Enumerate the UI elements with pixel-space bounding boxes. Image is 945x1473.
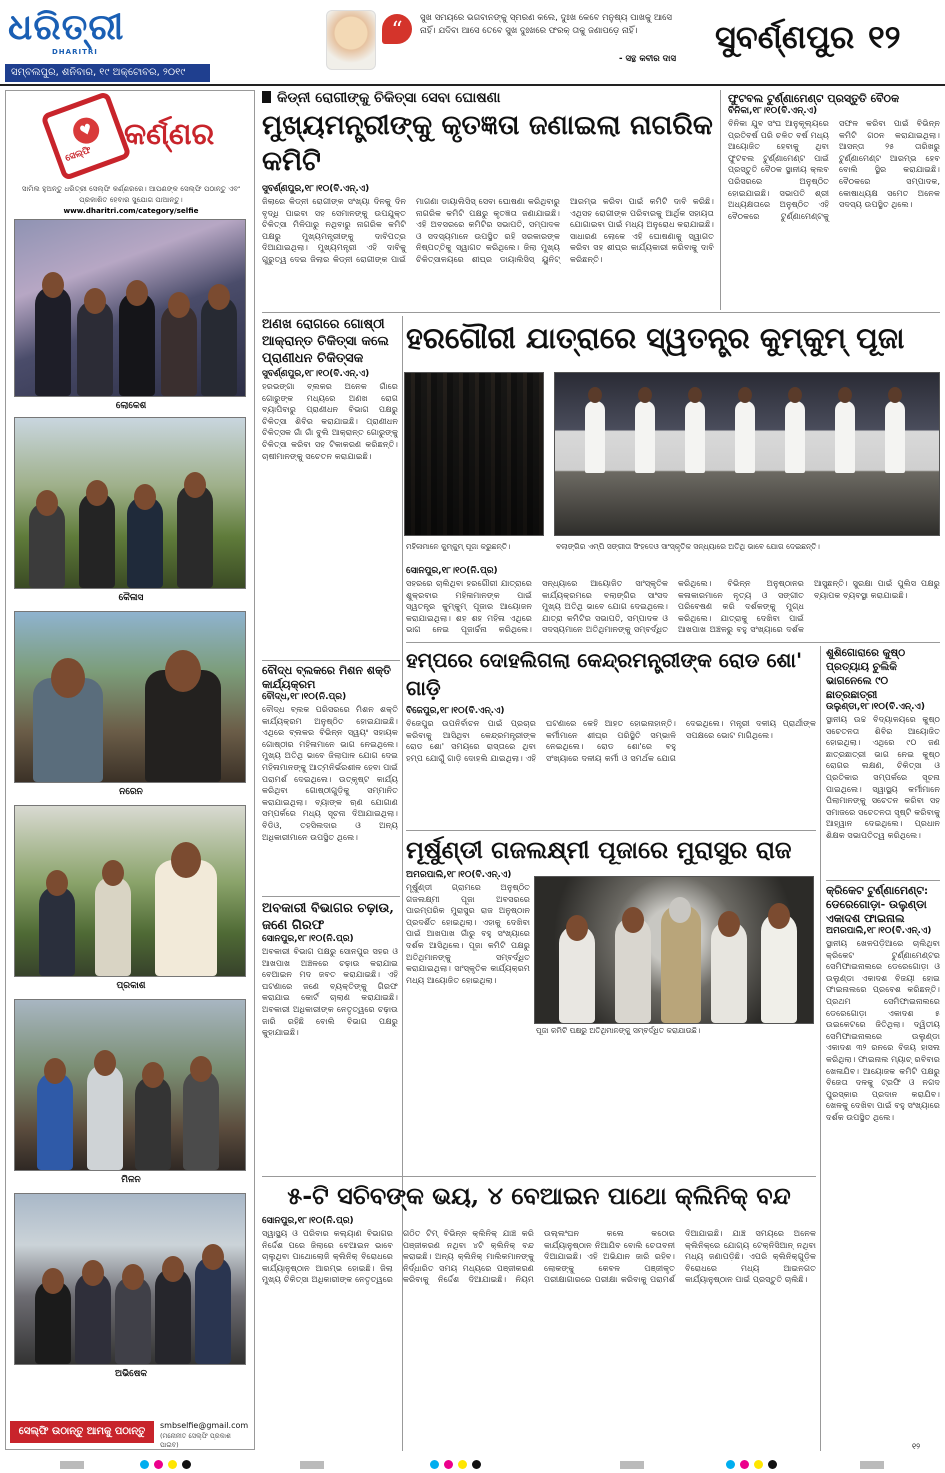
print-footer <box>0 1442 945 1473</box>
person-figure <box>39 886 75 976</box>
person-figure <box>885 401 905 473</box>
face <box>126 280 148 306</box>
face <box>788 387 802 403</box>
bullet-icon <box>262 91 271 103</box>
face <box>44 1058 66 1084</box>
roadshow-dateline: ବିଜେପୁର,୧୮।୧୦(ବି.ଏନ୍.ଏ) <box>406 706 505 716</box>
face <box>669 897 691 923</box>
black-dot-icon <box>472 1460 481 1469</box>
roadshow-body: ବିଜେପୁର ଉପନିର୍ବାଚନ ପାଇଁ ପ୍ରଚାର କରିବାକୁ ଆସିଥିବା କେନ୍ଦ୍ରମନ୍ତ୍ରୀଙ୍କ ରୋଡ ଶୋ' ସମୟରେ ରାସ୍ତାରେ ଥିବା ହମ୍ପ ଯୋଗୁଁ ଗାଡ଼ି ଦୋହଲି ଯାଇଥିଲା। ଏହି ଘଟଣାରେ କେହି ଆହତ ହୋଇନାହାନ୍ତି। କର୍ମୀମାନେ ଶୀଘ୍ର ପରିସ୍ଥିତି ସମ୍ଭାଳି ନେଇଥିଲେ। ରୋଡ ଶୋ'ରେ ବହୁ ସଂଖ୍ୟାରେ ଦଳୀୟ କର୍ମୀ ଓ ସମର୍ଥକ ଯୋଗ ଦେଇଥିଲେ। ମନ୍ତ୍ରୀ ଦଳୀୟ ପ୍ରାର୍ଥୀଙ୍କ ସପକ୍ଷରେ ଭୋଟ ମାଗିଥିଲେ। <box>406 718 816 763</box>
person-figure <box>785 401 805 473</box>
face <box>622 907 644 933</box>
person-figure <box>195 1256 231 1364</box>
black-dot-icon <box>182 1460 191 1469</box>
health-article[interactable] <box>262 316 398 656</box>
cyan-dot-icon <box>726 1460 735 1469</box>
face <box>768 903 790 929</box>
face <box>51 658 85 698</box>
face <box>202 1244 224 1270</box>
person-figure <box>685 401 705 473</box>
registration-bar <box>300 1461 324 1469</box>
quote-author: - ସନ୍ଥ କବୀର ଦାସ <box>619 54 676 64</box>
quote-text: ସୁଖ ସମୟରେ ଭଗବାନଙ୍କୁ ସ୍ମରଣ କଲେ, ଦୁଃଖ କେବେ ମନୁଷ୍ୟ ପାଖକୁ ଆସେ ନାହିଁ। ଯଦିବା ଆସେ ତେବେ ସୁଖ ଦୁଃଖରେ ଫରକ୍ ତାକୁ ଜଣାପଡ଼େ ନାହିଁ। <box>420 13 672 36</box>
side-top-kicker: ଫୁଟବଲ ଟୁର୍ଣ୍ଣାମେଣ୍ଟ ପ୍ରସ୍ତୁତି ବୈଠକ <box>728 92 900 105</box>
clinic-body: ସ୍ୱାସ୍ଥ୍ୟ ଓ ପରିବାର କଲ୍ୟାଣ ବିଭାଗର ନିର୍ଦ୍ଦେଶ ପରେ ଜିଲାରେ ବେଆଇନ ଭାବେ ଚାଲୁଥିବା ପାଥୋଲୋଜି କ୍ଲିନିକ୍ ବିରୋଧରେ କାର୍ଯ୍ୟାନୁଷ୍ଠାନ ଆରମ୍ଭ ହୋଇଛି। ଜିଲା ମୁଖ୍ୟ ଚିକିତ୍ସା ଅଧିକାରୀଙ୍କ ନେତୃତ୍ୱରେ ଗଠିତ ଟିମ୍ ବିଭିନ୍ନ କ୍ଲିନିକ୍ ଯାଞ୍ଚ କରି ପଞ୍ଜୀକରଣ ନଥିବା ୪ଟି କ୍ଲିନିକ୍ ବନ୍ଦ କରାଇଛି। ଅନ୍ୟ କ୍ଲିନିକ୍ ମାଲିକମାନଙ୍କୁ ନିର୍ଦ୍ଧାରିତ ସମୟ ମଧ୍ୟରେ ପଞ୍ଜୀକରଣ କରିବାକୁ ନିର୍ଦ୍ଦେଶ ଦିଆଯାଇଛି। ନିୟମ ଉଲ୍ଲଂଘନ କଲେ କଠୋର କାର୍ଯ୍ୟାନୁଷ୍ଠାନ ନିଆଯିବ ବୋଲି ଚେତାବନୀ ଦିଆଯାଇଛି। ଏହି ଅଭିଯାନ ଜାରି ରହିବ। ଲୋକଙ୍କୁ କେବଳ ପଞ୍ଜୀକୃତ ପରୀକ୍ଷାଗାରରେ ପରୀକ୍ଷା କରିବାକୁ ପରାମର୍ଶ ଦିଆଯାଇଛି। ଯାଞ୍ଚ ସମୟରେ ଅନେକ କ୍ଲିନିକ୍‌ରେ ଯୋଗ୍ୟ ଟେକ୍ନିସିଆନ୍ ନଥିବା ମଧ୍ୟ ଜଣାପଡ଼ିଛି। ଏପରି କ୍ଲିନିକ୍‌ଗୁଡ଼ିକ ବିରୋଧରେ ମଧ୍ୟ ଆଇନଗତ କାର୍ଯ୍ୟାନୁଷ୍ଠାନ ପାଇଁ ପ୍ରସ୍ତୁତି ଚାଲିଛି। <box>262 1228 816 1285</box>
phone-icon <box>40 91 132 181</box>
selfie-caption: ନରେନ <box>119 787 143 797</box>
selfie-info-text: ସାମିଲ ହୁଅନ୍ତୁ ଧରିତ୍ରୀ ସେଲ୍ଫି କର୍ଣ୍ଣରରେ। ଆପଣଙ୍କ ସେଲ୍ଫି ପଠାନ୍ତୁ ଏବଂ ପ୍ରକାଶିତ ହେବାର ସୁଯୋଗ ପାଆନ୍ତୁ। <box>21 184 241 204</box>
person-figure <box>835 401 855 473</box>
excise-headline: ଅବକାରୀ ବିଭାଗର ଚଢ଼ାଉ, ଜଣେ ଗିରଫ <box>262 901 394 933</box>
lead-article[interactable] <box>262 90 714 308</box>
column-rule <box>720 90 721 310</box>
excise-body: ଅବକାରୀ ବିଭାଗ ପକ୍ଷରୁ ସୋନପୁର ସହର ଓ ଆଖପାଖ ଅଞ୍ଚଳରେ ଚଢ଼ାଉ କରାଯାଇ ବେଆଇନ ମଦ ଜବତ କରାଯାଇଛି। ଏହି ଘଟଣାରେ ଜଣେ ବ୍ୟକ୍ତିଙ୍କୁ ଗିରଫ କରାଯାଇ କୋର୍ଟ ଚାଲାଣ କରାଯାଇଛି। ଅବକାରୀ ଅଧିକାରୀଙ୍କ ନେତୃତ୍ୱରେ ଚଢ଼ାଉ ଜାରି ରହିଛି ବୋଲି ବିଭାଗ ପକ୍ଷରୁ କୁହାଯାଇଛି। <box>262 946 398 1038</box>
face <box>162 1256 184 1282</box>
feature-photo-crowd[interactable] <box>404 372 544 536</box>
roadshow-headline: ହମ୍ପରେ ଦୋହଲିଗଲା କେନ୍ଦ୍ରମନ୍ତ୍ରୀଙ୍କ ରୋଡ ଶୋ' ଗାଡ଼ି <box>406 648 803 700</box>
excise-article[interactable] <box>262 900 398 1172</box>
face <box>46 870 68 896</box>
person-figure <box>177 484 213 588</box>
section-rule <box>262 312 940 313</box>
selfie-header <box>6 91 254 181</box>
feature-dateline: ସୋନପୁର,୧୮।୧୦(ନି.ପ୍ର) <box>406 566 498 576</box>
side-mid-headline: ଶୁଶିଗୋରାରେ କୁଷ୍ଠ ପ୍ରତ୍ୟାୟ ଚୁଲିକି ଭାଗନେଲେ ୯୦ ଛାତ୍ରଛାତ୍ରୀ <box>826 647 906 701</box>
person-figure <box>37 1072 73 1170</box>
feature-caption-left: ମହିଳାମାନେ କୁମ୍‌କୁମ୍ ପୂଜା କରୁଛନ୍ତି। <box>406 542 511 551</box>
face <box>42 1268 64 1294</box>
yellow-dot-icon <box>168 1460 177 1469</box>
roadshow-article[interactable] <box>406 646 816 826</box>
feature-caption-right: ବଲାଙ୍ଗିର ଏମ୍‌ପି ସଙ୍ଗୀତା ସିଂହଦେଓ ସାଂସ୍କୃତିକ ସନ୍ଧ୍ୟାରେ ଅତିଥି ଭାବେ ଯୋଗ ଦେଇଛନ୍ତି। <box>556 542 820 551</box>
side-top-article[interactable] <box>728 92 940 316</box>
registration-bar <box>60 1461 84 1469</box>
selfie-title: କର୍ଣ୍ଣର <box>124 117 215 152</box>
newspaper-logo[interactable] <box>8 6 188 58</box>
magenta-dot-icon <box>154 1460 163 1469</box>
mission-body: ବୌଦ୍ଧ ବ୍ଲକ ପରିସରରେ ମିଶନ ଶକ୍ତି କାର୍ଯ୍ୟକ୍ରମ ଅନୁଷ୍ଠିତ ହୋଇଯାଇଛି। ଏଥିରେ ବ୍ଲକର ବିଭିନ୍ନ ସ୍ୱୟଂ ସହାୟକ ଗୋଷ୍ଠୀର ମହିଳାମାନେ ଭାଗ ନେଇଥିଲେ। ମୁଖ୍ୟ ଅତିଥି ଭାବେ ଜିଲାପାଳ ଯୋଗ ଦେଇ ମହିଳାମାନଙ୍କୁ ଆତ୍ମନିର୍ଭରଶୀଳ ହେବା ପାଇଁ ପରାମର୍ଶ ଦେଇଥିଲେ। ଉତ୍କୃଷ୍ଟ କାର୍ଯ୍ୟ କରିଥିବା ଗୋଷ୍ଠୀଗୁଡ଼ିକୁ ସମ୍ମାନିତ କରାଯାଇଥିଲା। ବ୍ୟାଙ୍କ ଋଣ ଯୋଗାଣ ସମ୍ପର୍କରେ ମଧ୍ୟ ସୂଚନା ଦିଆଯାଇଥିଲା। ବିଡିଓ, ତହସିଲଦାର ଓ ଅନ୍ୟ ଅଧିକାରୀମାନେ ଉପସ୍ଥିତ ଥିଲେ। <box>262 704 398 842</box>
cricket-headline: କ୍ରିକେଟ ଟୁର୍ଣ୍ଣାମେଣ୍ଟ: ଡେରେଗୋଡ଼ା- ଉଲୁଣ୍ଡା ଏକାଦଶ ଫାଇନାଲ <box>826 884 929 925</box>
yellow-dot-icon <box>754 1460 763 1469</box>
selfie-photo[interactable] <box>14 219 246 397</box>
face <box>638 387 652 403</box>
person-figure <box>735 401 755 473</box>
selfie-caption: ଲୋକେଶ <box>115 401 147 411</box>
section-name: ସୁବର୍ଣ୍ଣପୁର <box>715 18 855 56</box>
face <box>102 860 124 886</box>
mission-headline: ବୌଦ୍ଧ ବ୍ଲକରେ ମିଶନ ଶକ୍ତି କାର୍ଯ୍ୟକ୍ରମ <box>262 664 391 691</box>
face <box>688 387 702 403</box>
send-selfie-button[interactable]: ସେଲ୍ଫି ଉଠାନ୍ତୁ ଆମକୁ ପଠାନ୍ତୁ <box>10 1421 154 1443</box>
person-figure <box>119 292 155 396</box>
person-figure <box>79 492 115 588</box>
clinic-dateline: ସୋନପୁର,୧୮।୧୦(ନି.ପ୍ର) <box>262 1216 354 1226</box>
cricket-body: ସ୍ଥାନୀୟ ଖେଳପଡ଼ିଆରେ ଚାଲିଥିବା କ୍ରିକେଟ ଟୁର୍ଣ୍ଣାମେଣ୍ଟର ସେମିଫାଇନାଲରେ ଡେରେଗୋଡ଼ା ଓ ଉଲୁଣ୍ଡା ଏକାଦଶ ବିଜୟୀ ହୋଇ ଫାଇନାଲରେ ପ୍ରବେଶ କରିଛନ୍ତି। ପ୍ରଥମ ସେମିଫାଇନାଲରେ ଡେରେଗୋଡ଼ା ଏକାଦଶ ୫ ଉଇକେଟରେ ଜିତିଥିଲା। ଦ୍ୱିତୀୟ ସେମିଫାଇନାଲରେ ଉଲୁଣ୍ଡା ଏକାଦଶ ୩୨ ରନରେ ବିଜୟ ହାସଲ କରିଥିଲା। ଫାଇନାଲ ମ୍ୟାଚ୍ ରବିବାର ଖେଳାଯିବ। ଆୟୋଜକ କମିଟି ପକ୍ଷରୁ ବିଜେତା ଦଳକୁ ଟ୍ରଫି ଓ ନଗଦ ପୁରସ୍କାର ପ୍ରଦାନ କରାଯିବ। ଖେଳକୁ ଦେଖିବା ପାଇଁ ବହୁ ସଂଖ୍ୟାରେ ଦର୍ଶକ ଉପସ୍ଥିତ ଥିଲେ। <box>826 938 940 1122</box>
logo-subtext: DHARITRI <box>52 48 98 56</box>
face <box>588 387 602 403</box>
side-mid-body: ସ୍ଥାନୀୟ ଉଚ୍ଚ ବିଦ୍ୟାଳୟରେ କୁଷ୍ଠ ସଚେତନତା ଶିବିର ଆୟୋଜିତ ହୋଇଥିଲା। ଏଥିରେ ୯୦ ଜଣ ଛାତ୍ରଛାତ୍ରୀ ଭାଗ ନେଇ କୁଷ୍ଠ ରୋଗର ଲକ୍ଷଣ, ଚିକିତ୍ସା ଓ ପ୍ରତିକାର ସମ୍ପର୍କରେ ସୂଚନା ପାଇଥିଲେ। ସ୍ୱାସ୍ଥ୍ୟ କର୍ମୀମାନେ ପିଲାମାନଙ୍କୁ ସଚେତନ କରିବା ସହ ସମାଜରେ ସଚେତନତା ସୃଷ୍ଟି କରିବାକୁ ଆହ୍ୱାନ ଦେଇଥିଲେ। ପ୍ରଧାନ ଶିକ୍ଷକ ସଭାପତିତ୍ୱ କରିଥିଲେ। <box>826 714 940 840</box>
section-rule <box>406 642 940 643</box>
gajalaxmi-photo[interactable] <box>534 876 814 1024</box>
gajalaxmi-body: ମୂର୍ଷୁଣ୍ଡୀ ଗ୍ରାମରେ ଅନୁଷ୍ଠିତ ଗଜଲକ୍ଷ୍ମୀ ପୂଜା ଅବସରରେ ପାରମ୍ପରିକ ମୁରାସୁର ରାଜ ଅନୁଷ୍ଠାନ ପ୍ରଦର୍ଶିତ ହୋଇଥିଲା। ଏହାକୁ ଦେଖିବା ପାଇଁ ଆଖପାଖ ଗାଁରୁ ବହୁ ସଂଖ୍ୟାରେ ଦର୍ଶକ ଆସିଥିଲେ। ପୂଜା କମିଟି ପକ୍ଷରୁ ଅତିଥିମାନଙ୍କୁ ସମ୍ବର୍ଦ୍ଧିତ କରାଯାଇଥିଲା। ସାଂସ୍କୃତିକ କାର୍ଯ୍ୟକ୍ରମ ମଧ୍ୟ ଆୟୋଜିତ ହୋଇଥିଲା। <box>406 882 530 985</box>
selfie-footer <box>10 1421 250 1449</box>
selfie-photo[interactable] <box>14 999 246 1171</box>
magenta-dot-icon <box>740 1460 749 1469</box>
selfie-caption: ପ୍ରକାଶ <box>116 981 146 991</box>
selfie-url-link[interactable]: www.dharitri.com/category/selfie <box>63 206 199 215</box>
face <box>122 1264 144 1290</box>
section-rule <box>262 896 400 897</box>
selfie-footer-note: (ମନୋନୀତ ସେଲ୍ଫି ପ୍ରକାଶ ପାଇବ) <box>160 1432 231 1449</box>
face <box>94 1050 116 1076</box>
health-body: ହରଭଙ୍ଗା ବ୍ଲକର ଅନେକ ଗାଁରେ ଗୋରୁଙ୍କ ମଧ୍ୟରେ ଅଣଖ ରୋଗ ବ୍ୟାପିବାରୁ ପ୍ରାଣୀଧନ ବିଭାଗ ପକ୍ଷରୁ ଚିକିତ୍ସା ଶିବିର କରାଯାଇଛି। ପ୍ରାଣୀଧନ ଚିକିତ୍ସକ ଗାଁ ଗାଁ ବୁଲି ଆକ୍ରାନ୍ତ ଗୋରୁଙ୍କୁ ଚିକିତ୍ସା କରିବା ସହ ଟିକାକରଣ କରିଛନ୍ତି। ଚାଷୀମାନଙ୍କୁ ସଚେତନ କରାଯାଇଛି। <box>262 381 398 461</box>
quote-box <box>320 6 680 74</box>
selfie-photo[interactable] <box>14 1193 246 1365</box>
section-rule <box>406 830 816 831</box>
person-figure <box>585 401 605 473</box>
person-figure <box>183 1070 219 1170</box>
gajalaxmi-dateline: ଅମରପାଲି,୧୮।୧୦(ବି.ଏନ୍.ଏ) <box>406 870 512 880</box>
face <box>36 490 58 516</box>
mission-dateline: ବୌଦ୍ଧ,୧୮।୧୦(ନି.ପ୍ର) <box>262 692 347 702</box>
gajalaxmi-caption: ପୂଜା କମିଟି ପକ୍ଷରୁ ଅତିଥିମାନଙ୍କୁ ସମ୍ବର୍ଦ୍ଧିତ କରାଯାଉଛି। <box>536 1026 701 1035</box>
heart-icon: ♥ <box>70 114 103 147</box>
side-top-body: ବିନିକା ଯୁବ ସଂଘ ଆନୁକୂଲ୍ୟରେ ପ୍ରତିବର୍ଷ ପରି ଚଳିତ ବର୍ଷ ମଧ୍ୟ ଆୟୋଜିତ ହେବାକୁ ଥିବା ଫୁଟବଲ ଟୁର୍ଣ୍ଣାମେଣ୍ଟ ପାଇଁ ପ୍ରସ୍ତୁତି ବୈଠକ ସ୍ଥାନୀୟ କ୍ଲବ ପରିସରରେ ଅନୁଷ୍ଠିତ ହୋଇଯାଇଛି। ସଭାପତି ଶ୍ରୀ ଅଧ୍ୟକ୍ଷତାରେ ଅନୁଷ୍ଠିତ ଏହି ବୈଠକରେ ଟୁର୍ଣ୍ଣାମେଣ୍ଟକୁ ସଫଳ କରିବା ପାଇଁ ବିଭିନ୍ନ କମିଟି ଗଠନ କରାଯାଇଥିଲା। ଆସନ୍ତା ୨୫ ତାରିଖରୁ ଟୁର୍ଣ୍ଣାମେଣ୍ଟ ଆରମ୍ଭ ହେବ ବୋଲି ସ୍ଥିର କରାଯାଇଛି। ବୈଠକରେ ସମ୍ପାଦକ, କୋଷାଧ୍ୟକ୍ଷ ସମେତ ଅନେକ ସଦସ୍ୟ ଉପସ୍ଥିତ ଥିଲେ। <box>728 118 940 221</box>
face <box>184 472 206 498</box>
phone-label: ସେଲ୍ଫି <box>64 145 93 165</box>
health-headline: ଅଣଖ ରୋଗରେ ଗୋଷ୍ଠୀ ଆକ୍ରାନ୍ତ ଚିକିତ୍ସା କଲେ ପ୍ରାଣୀଧନ ଚିକିତ୍ସକ <box>262 317 389 366</box>
selfie-caption: ମିଳନ <box>121 1175 141 1185</box>
lead-headline: ମୁଖ୍ୟମନ୍ତ୍ରୀଙ୍କୁ କୃତଜ୍ଞତା ଜଣାଇଲା ନାଗରିକ କମିଟି <box>262 110 713 177</box>
page-number: ୧୨ <box>868 18 901 56</box>
selfie-info <box>10 183 252 216</box>
side-mid-dateline: ଉଲୁଣ୍ଡା,୧୮।୧୦(ବି.ଏନ୍.ଏ) <box>826 702 925 712</box>
selfie-corner <box>5 90 255 1450</box>
side-mid-article[interactable] <box>826 646 940 876</box>
face <box>838 387 852 403</box>
person-figure <box>635 401 655 473</box>
lead-kicker-text: କିଡ୍‌ନୀ ରୋଗୀଙ୍କୁ ଚିକିତ୍ସା ସେବା ଘୋଷଣା <box>277 90 501 106</box>
person-figure <box>201 296 237 396</box>
lead-body: ଜିଲାରେ କିଡ୍‌ନୀ ରୋଗୀଙ୍କ ସଂଖ୍ୟା ଦିନକୁ ଦିନ ବୃଦ୍ଧି ପାଇବା ସହ ସେମାନଙ୍କୁ ଉପଯୁକ୍ତ ଚିକିତ୍ସା ମିଳିପାରୁ ନଥିବାରୁ ନାଗରିକ କମିଟି ପକ୍ଷରୁ ମୁଖ୍ୟମନ୍ତ୍ରୀଙ୍କୁ ଦାବିପତ୍ର ଦିଆଯାଇଥିଲା। ମୁଖ୍ୟମନ୍ତ୍ରୀ ଏହି ଦାବିକୁ ଗୁରୁତ୍ୱ ଦେଇ ଜିଲାର କିଡ୍‌ନୀ ରୋଗୀଙ୍କ ପାଇଁ ମାଗଣା ଡାୟାଲିସିସ୍ ସେବା ଘୋଷଣା କରିଥିବାରୁ ନାଗରିକ କମିଟି ପକ୍ଷରୁ କୃତଜ୍ଞତା ଜଣାଯାଇଛି। ଏହି ଅବସରରେ କମିଟିର ସଭାପତି, ସମ୍ପାଦକ ଓ ସଦସ୍ୟମାନେ ଉପସ୍ଥିତ ରହି ସରକାରଙ୍କ ନିଷ୍ପତ୍ତିକୁ ସ୍ୱାଗତ କରିଥିଲେ। ଜିଲା ମୁଖ୍ୟ ଚିକିତ୍ସାଳୟରେ ଶୀଘ୍ର ଡାୟାଲିସିସ୍ ୟୁନିଟ୍ ଆରମ୍ଭ କରିବା ପାଇଁ କମିଟି ଦାବି କରିଛି। ଏଥିସହ ରୋଗୀଙ୍କ ପରିବାରକୁ ଆର୍ଥିକ ସହାୟତା ଯୋଗାଇବା ପାଇଁ ମଧ୍ୟ ଅନୁରୋଧ କରାଯାଇଛି। ସାଧାରଣ ଲୋକେ ଏହି ଘୋଷଣାକୁ ସ୍ୱାଗତ କରିବା ସହ ଶୀଘ୍ର କାର୍ଯ୍ୟକାରୀ କରିବାକୁ ଦାବି କରିଛନ୍ତି। <box>262 196 714 264</box>
excise-dateline: ସୋନପୁର,୧୮।୧୦(ନି.ପ୍ର) <box>262 934 354 944</box>
masthead-rule <box>0 84 945 86</box>
face <box>165 650 201 692</box>
section-rule <box>262 1176 816 1177</box>
selfie-photo[interactable] <box>14 805 246 977</box>
selfie-photo[interactable] <box>14 417 246 589</box>
feature-body: ସହରରେ ଚାଲିଥିବା ହରଗୌରୀ ଯାତ୍ରାରେ ଶୁକ୍ରବାର ମହିଳାମାନଙ୍କ ପାଇଁ ସ୍ୱତନ୍ତ୍ର କୁମ୍‌କୁମ୍ ପୂଜାର ଆୟୋଜନ କରାଯାଇଥିଲା। ଶହ ଶହ ମହିଳା ଏଥିରେ ଭାଗ ନେଇ ପୂଜାର୍ଚ୍ଚନା କରିଥିଲେ। ସନ୍ଧ୍ୟାରେ ଆୟୋଜିତ ସାଂସ୍କୃତିକ କାର୍ଯ୍ୟକ୍ରମରେ ବଲାଙ୍ଗିର ସାଂସଦ ମୁଖ୍ୟ ଅତିଥି ଭାବେ ଯୋଗ ଦେଇଥିଲେ। ଯାତ୍ରା କମିଟିର ସଭାପତି, ସମ୍ପାଦକ ଓ ସଦସ୍ୟମାନେ ଅତିଥିମାନଙ୍କୁ ସମ୍ବର୍ଦ୍ଧିତ କରିଥିଲେ। ବିଭିନ୍ନ ଅନୁଷ୍ଠାନର କଳାକାରମାନେ ନୃତ୍ୟ ଓ ସଙ୍ଗୀତ ପରିବେଷଣ କରି ଦର୍ଶକଙ୍କୁ ମୁଗ୍ଧ କରିଥିଲେ। ଯାତ୍ରାକୁ ଦେଖିବା ପାଇଁ ଆଖପାଖ ଅଞ୍ଚଳରୁ ବହୁ ସଂଖ୍ୟାରେ ଦର୍ଶକ ଆସୁଛନ୍ତି। ସୁରକ୍ଷା ପାଇଁ ପୁଲିସ ପକ୍ଷରୁ ବ୍ୟାପକ ବ୍ୟବସ୍ଥା କରାଯାଇଛି। <box>406 578 940 635</box>
face <box>134 484 156 510</box>
selfie-caption: ଅଭିଷେକ <box>115 1369 147 1379</box>
health-dateline: ସୁବର୍ଣ୍ଣପୁର,୧୮।୧୦(ବି.ଏନ୍.ଏ) <box>262 369 370 379</box>
face <box>738 387 752 403</box>
person-figure <box>135 1076 171 1170</box>
person-figure <box>95 876 131 976</box>
black-dot-icon <box>768 1460 777 1469</box>
face <box>566 915 588 941</box>
yellow-dot-icon <box>458 1460 467 1469</box>
feature-body-wrap <box>406 566 940 638</box>
cricket-dateline: ଅମରପାଲି,୧୮।୧୦(ବି.ଏନ୍.ଏ) <box>826 926 932 936</box>
feature-headline: ହରଗୌରୀ ଯାତ୍ରାରେ ସ୍ୱତନ୍ତ୍ର କୁମ୍‌କୁମ୍ ପୂଜା <box>406 321 905 355</box>
clinic-article[interactable] <box>262 1180 816 1450</box>
face <box>888 387 902 403</box>
lead-kicker <box>262 90 714 106</box>
face <box>190 1056 212 1082</box>
person-figure <box>155 1268 191 1364</box>
selfie-photo[interactable] <box>14 611 246 783</box>
person-figure <box>77 300 113 396</box>
face <box>168 292 190 318</box>
lead-dateline: ସୁବର୍ଣ୍ଣପୁର,୧୮।୧୦(ବି.ଏନ୍.ଏ) <box>262 184 370 194</box>
column-rule <box>820 646 821 1451</box>
side-top-dateline: ବିନିକା,୧୮।୧୦(ବି.ଏନ୍.ଏ) <box>728 106 818 116</box>
selfie-caption: କୈଳାସ <box>118 593 144 603</box>
cyan-dot-icon <box>430 1460 439 1469</box>
registration-bar <box>620 1461 644 1469</box>
cricket-article[interactable] <box>826 884 940 1450</box>
mission-article[interactable] <box>262 664 398 892</box>
saint-portrait-icon <box>326 10 376 70</box>
magenta-dot-icon <box>444 1460 453 1469</box>
person-figure <box>35 286 71 396</box>
corner-page-number: ୧୨ <box>912 1442 921 1451</box>
selfie-email-link[interactable]: smbselfie@gmail.com <box>160 1421 249 1430</box>
face <box>142 1062 164 1088</box>
quote-mark-icon: “ <box>382 14 412 44</box>
dateline: ସମ୍ବଲପୁର, ଶନିବାର, ୧୯ ଅକ୍ଟୋବର, ୨୦୧୯ <box>5 64 210 82</box>
face <box>208 284 230 310</box>
clinic-headline: ୫-ଟି ସଚିବଙ୍କ ଭୟ, ୪ ବେଆଇନ ପାଥୋ କ୍ଲିନିକ୍ ବନ୍ଦ <box>287 1181 791 1210</box>
masthead <box>0 0 945 86</box>
logo-text: ଧରିତ୍ରୀ <box>8 6 125 48</box>
gajalaxmi-headline: ମୂର୍ଷୁଣ୍ଡୀ ଗଜଲକ୍ଷ୍ମୀ ପୂଜାରେ ମୁରାସୁର ରାଜ <box>406 835 792 864</box>
face <box>86 480 108 506</box>
face <box>171 842 201 878</box>
person-figure <box>87 1064 123 1170</box>
face <box>84 288 106 314</box>
section-rule <box>826 880 940 881</box>
section-rule <box>262 660 400 661</box>
cyan-dot-icon <box>140 1460 149 1469</box>
face <box>718 911 740 937</box>
feature-photo-stage[interactable] <box>554 372 940 536</box>
registration-bar <box>860 1461 884 1469</box>
face <box>42 272 64 298</box>
person-figure <box>761 913 797 1023</box>
face <box>82 1260 104 1286</box>
